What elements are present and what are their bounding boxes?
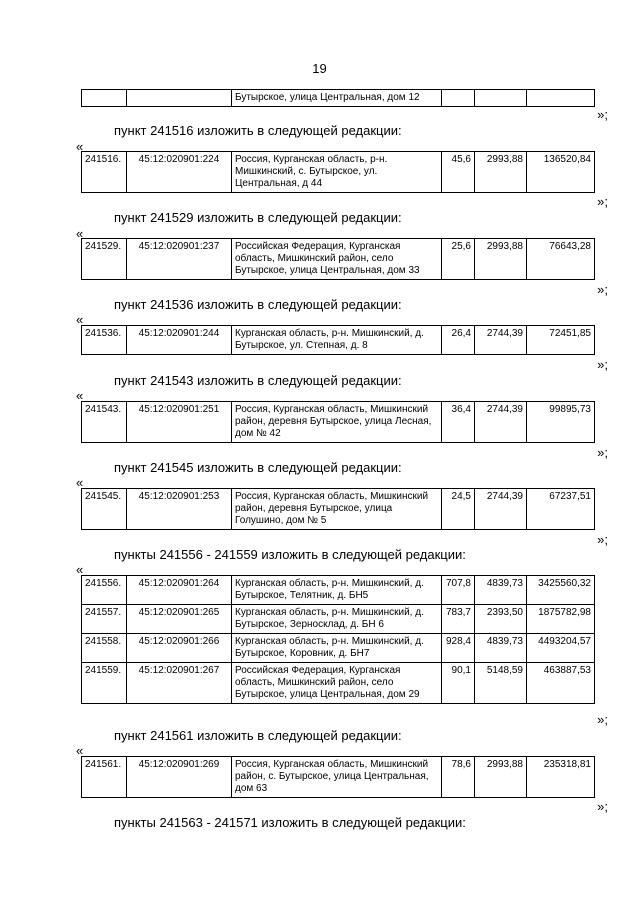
- cell-area: 783,7: [442, 605, 475, 634]
- cell-cadastral: 45:12:020901:244: [127, 326, 232, 355]
- cell-num: 241559.: [82, 663, 127, 704]
- cell-cadastral: 45:12:020901:267: [127, 663, 232, 704]
- cell-area: 26,4: [442, 326, 475, 355]
- instruction-text: пункт 241545 изложить в следующей редакции:: [114, 460, 402, 475]
- close-quote: »;: [597, 357, 608, 372]
- cell-value: 463887,53: [527, 663, 595, 704]
- amendment-table: [81, 401, 595, 443]
- table-row: [82, 634, 595, 663]
- cell-cadastral: 45:12:020901:264: [127, 576, 232, 605]
- close-quote: »;: [597, 799, 608, 814]
- cell-num: 241561.: [82, 757, 127, 798]
- cell-area: 707,8: [442, 576, 475, 605]
- table-row: [82, 663, 595, 704]
- open-quote: «: [76, 139, 84, 154]
- cell-rate: 2744,39: [475, 489, 527, 530]
- amendment-table: [81, 575, 595, 704]
- cell-area: 90,1: [442, 663, 475, 704]
- cell-cadastral: 45:12:020901:224: [127, 152, 232, 193]
- cell-rate: 4839,73: [475, 576, 527, 605]
- cell-num: 241558.: [82, 634, 127, 663]
- open-quote: «: [76, 388, 84, 403]
- table-row: [82, 576, 595, 605]
- close-quote: »;: [597, 282, 608, 297]
- table-row: [82, 326, 595, 355]
- open-quote: «: [76, 312, 84, 327]
- cell-num: 241543.: [82, 402, 127, 443]
- open-quote: «: [76, 475, 84, 490]
- cell-area: 928,4: [442, 634, 475, 663]
- cell-value: [527, 90, 595, 107]
- table-row: [82, 239, 595, 280]
- cell-rate: 2744,39: [475, 402, 527, 443]
- cell-area: 78,6: [442, 757, 475, 798]
- cell-rate: 2744,39: [475, 326, 527, 355]
- open-quote: «: [76, 226, 84, 241]
- instruction-text: пункт 241516 изложить в следующей редакции:: [114, 123, 402, 138]
- cell-address: Российская Федерация, Курганская область, Мишкинский район, село Бутырское, улица Центральная, дом 33: [232, 239, 442, 280]
- instruction-text: пункт 241543 изложить в следующей редакции:: [114, 373, 402, 388]
- close-quote: »;: [597, 445, 608, 460]
- cell-cadastral: [127, 90, 232, 107]
- cell-rate: 5148,59: [475, 663, 527, 704]
- table-row: [82, 90, 595, 107]
- cell-rate: [475, 90, 527, 107]
- instruction-text: пункт 241536 изложить в следующей редакции:: [114, 297, 402, 312]
- cell-num: 241529.: [82, 239, 127, 280]
- cell-num: 241536.: [82, 326, 127, 355]
- cell-address: Россия, Курганская область, Мишкинский район, деревня Бутырское, улица Лесная, дом № 42: [232, 402, 442, 443]
- cell-area: 45,6: [442, 152, 475, 193]
- cell-cadastral: 45:12:020901:251: [127, 402, 232, 443]
- table-row: [82, 757, 595, 798]
- cell-num: 241545.: [82, 489, 127, 530]
- cell-num: [82, 90, 127, 107]
- cell-value: 136520,84: [527, 152, 595, 193]
- amendment-table: [81, 488, 595, 530]
- cell-value: 1875782,98: [527, 605, 595, 634]
- cell-address: Россия, Курганская область, Мишкинский район, деревня Бутырское, улица Голушино, дом № 5: [232, 489, 442, 530]
- amendment-table: [81, 238, 595, 280]
- instruction-text: пункт 241529 изложить в следующей редакции:: [114, 210, 402, 225]
- cell-address: Курганская область, р-н. Мишкинский, д. Бутырское, Коровник, д. БН7: [232, 634, 442, 663]
- cell-value: 76643,28: [527, 239, 595, 280]
- cell-address: Россия, Курганская область, Мишкинский район, с. Бутырское, улица Центральная, дом 63: [232, 757, 442, 798]
- close-quote: »;: [597, 107, 608, 122]
- cell-value: 3425560,32: [527, 576, 595, 605]
- cell-address: Курганская область, р-н. Мишкинский, д. Бутырское, ул. Степная, д. 8: [232, 326, 442, 355]
- continued-table: [81, 89, 595, 107]
- amendment-table: [81, 756, 595, 798]
- cell-cadastral: 45:12:020901:253: [127, 489, 232, 530]
- cell-value: 4493204,57: [527, 634, 595, 663]
- amendment-table: [81, 151, 595, 193]
- cell-rate: 2393,50: [475, 605, 527, 634]
- cell-area: 25,6: [442, 239, 475, 280]
- amendment-table: [81, 325, 595, 355]
- page-number: 19: [312, 61, 327, 76]
- cell-rate: 4839,73: [475, 634, 527, 663]
- instruction-text: пункты 241556 - 241559 изложить в следующей редакции:: [114, 547, 466, 562]
- cell-cadastral: 45:12:020901:265: [127, 605, 232, 634]
- close-quote: »;: [597, 532, 608, 547]
- cell-rate: 2993,88: [475, 757, 527, 798]
- cell-value: 67237,51: [527, 489, 595, 530]
- table-row: [82, 402, 595, 443]
- cell-area: [442, 90, 475, 107]
- cell-value: 235318,81: [527, 757, 595, 798]
- cell-area: 36,4: [442, 402, 475, 443]
- cell-address: Курганская область, р-н. Мишкинский, д. Бутырское, Зерносклад, д. БН 6: [232, 605, 442, 634]
- close-quote: »;: [597, 194, 608, 209]
- cell-num: 241556.: [82, 576, 127, 605]
- open-quote: «: [76, 562, 84, 577]
- cell-address: Курганская область, р-н. Мишкинский, д. Бутырское, Телятник, д. БН5: [232, 576, 442, 605]
- table-row: [82, 489, 595, 530]
- cell-rate: 2993,88: [475, 152, 527, 193]
- cell-num: 241557.: [82, 605, 127, 634]
- cell-address: Бутырское, улица Центральная, дом 12: [232, 90, 442, 107]
- cell-rate: 2993,88: [475, 239, 527, 280]
- cell-cadastral: 45:12:020901:269: [127, 757, 232, 798]
- cell-value: 72451,85: [527, 326, 595, 355]
- table-row: [82, 605, 595, 634]
- cell-num: 241516.: [82, 152, 127, 193]
- open-quote: «: [76, 743, 84, 758]
- cell-area: 24,5: [442, 489, 475, 530]
- cell-cadastral: 45:12:020901:266: [127, 634, 232, 663]
- cell-cadastral: 45:12:020901:237: [127, 239, 232, 280]
- cell-address: Российская Федерация, Курганская область, Мишкинский район, село Бутырское, улица Центральная, дом 29: [232, 663, 442, 704]
- table-row: [82, 152, 595, 193]
- final-instruction-text: пункты 241563 - 241571 изложить в следующей редакции:: [114, 815, 466, 830]
- cell-address: Россия, Курганская область, р-н. Мишкинский, с. Бутырское, ул. Центральная, д 44: [232, 152, 442, 193]
- instruction-text: пункт 241561 изложить в следующей редакции:: [114, 728, 402, 743]
- close-quote: »;: [597, 712, 608, 727]
- cell-value: 99895,73: [527, 402, 595, 443]
